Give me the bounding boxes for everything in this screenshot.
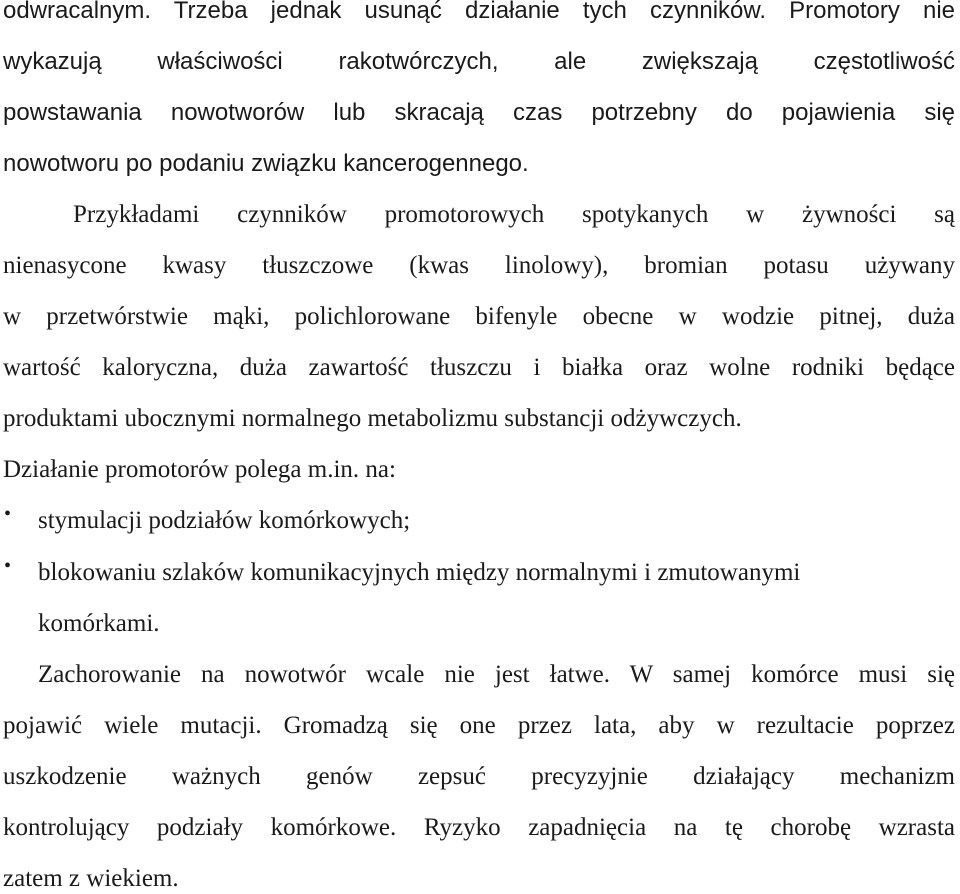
paragraph1-line-1: odwracalnym. Trzeba jednak usunąć działanie tych czynników. Promotory nie (3, 0, 955, 24)
paragraph3-line-5: zatem z wiekiem. (3, 865, 179, 892)
bullet-item-2-line-2: komórkami. (38, 610, 160, 637)
bullet-icon: • (4, 503, 12, 525)
paragraph2-line-4: wartość kaloryczna, duża zawartość tłuszczu i białka oraz wolne rodniki będące (3, 354, 955, 381)
paragraph1-line-3: powstawania nowotworów lub skracają czas potrzebny do pojawienia się (3, 99, 955, 126)
paragraph2-line-3: w przetwórstwie mąki, polichlorowane bifenyle obecne w wodzie pitnej, duża (3, 303, 955, 330)
bullet-item-2-line-1: blokowaniu szlaków komunikacyjnych między normalnymi i zmutowanymi (38, 559, 801, 586)
paragraph1-line-2: wykazują właściwości rakotwórczych, ale zwiększają częstotliwość (3, 48, 955, 75)
paragraph3-line-2: pojawić wiele mutacji. Gromadzą się one przez lata, aby w rezultacie poprzez (3, 712, 955, 739)
paragraph2-line-6: Działanie promotorów polega m.in. na: (3, 456, 396, 483)
bullet-item-1: stymulacji podziałów komórkowych; (38, 507, 411, 534)
paragraph1-line-4: nowotworu po podaniu związku kancerogennego. (3, 150, 529, 177)
bullet-icon: • (4, 555, 12, 577)
paragraph3-line-1: Zachorowanie na nowotwór wcale nie jest łatwe. W samej komórce musi się (38, 661, 955, 688)
paragraph2-line-2: nienasycone kwasy tłuszczowe (kwas linolowy), bromian potasu używany (3, 252, 955, 279)
paragraph3-line-4: kontrolujący podziały komórkowe. Ryzyko zapadnięcia na tę chorobę wzrasta (3, 814, 955, 841)
paragraph2-line-5: produktami ubocznymi normalnego metabolizmu substancji odżywczych. (3, 405, 742, 432)
paragraph2-line-1: Przykładami czynników promotorowych spotykanych w żywności są (73, 201, 955, 228)
paragraph3-line-3: uszkodzenie ważnych genów zepsuć precyzyjnie działający mechanizm (3, 763, 955, 790)
